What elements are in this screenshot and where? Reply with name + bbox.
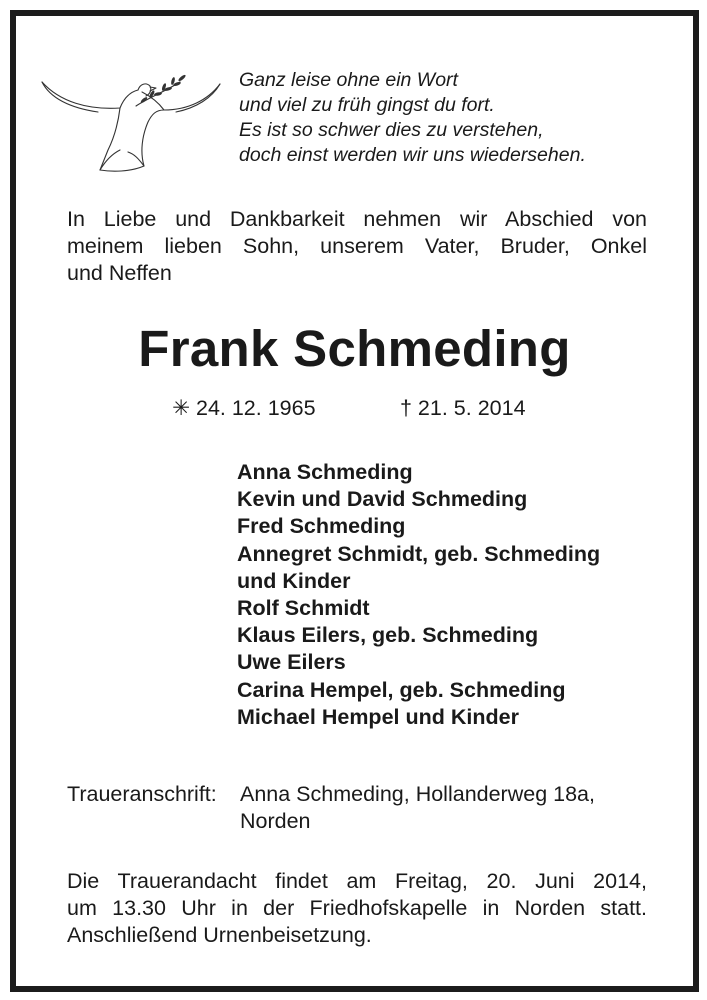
poem: [239, 68, 586, 168]
birth-date: ✳ 24. 12. 1965: [172, 396, 316, 420]
intro-line: In Liebe und Dankbarkeit nehmen wir Abschied von: [67, 207, 647, 231]
poem-line: Ganz leise ohne ein Wort: [239, 69, 458, 91]
mourner: und Kinder: [237, 568, 351, 593]
mourner: Michael Hempel und Kinder: [237, 704, 519, 729]
mourner: Uwe Eilers: [237, 650, 346, 675]
intro-line: und Neffen: [67, 261, 172, 285]
service-line: Die Trauerandacht findet am Freitag, 20. Juni 2014,: [67, 869, 647, 893]
death-date: † 21. 5. 2014: [400, 396, 526, 420]
poem-line: doch einst werden wir uns wiedersehen.: [239, 144, 586, 166]
mourners-list: [237, 459, 600, 731]
mourning-address: [67, 781, 595, 835]
service-line: Anschließend Urnenbeisetzung.: [67, 923, 372, 947]
intro-text: [67, 206, 647, 287]
address-line-2: Norden: [240, 809, 311, 833]
mourner: Anna Schmeding: [237, 460, 413, 484]
poem-line: und viel zu früh gingst du fort.: [239, 94, 495, 116]
poem-line: Es ist so schwer dies zu verstehen,: [239, 119, 544, 141]
mourner: Fred Schmeding: [237, 514, 406, 539]
service-info: [67, 868, 647, 949]
address-label: Traueranschrift:: [67, 782, 217, 806]
mourner: Kevin und David Schmeding: [237, 487, 528, 512]
mourner: Rolf Schmidt: [237, 596, 370, 621]
mourner: Annegret Schmidt, geb. Schmeding: [237, 541, 601, 566]
mourner: Carina Hempel, geb. Schmeding: [237, 677, 566, 702]
address-line-1: Anna Schmeding, Hollanderweg 18a,: [240, 782, 595, 806]
deceased-name: Frank Schmeding: [138, 320, 571, 377]
obituary-notice: [10, 10, 699, 992]
service-line: um 13.30 Uhr in der Friedhofskapelle in Norden statt.: [67, 896, 647, 920]
intro-line: meinem lieben Sohn, unserem Vater, Bruder, Onkel: [67, 234, 647, 258]
dove-icon: [40, 54, 222, 176]
mourner: Klaus Eilers, geb. Schmeding: [237, 623, 539, 648]
